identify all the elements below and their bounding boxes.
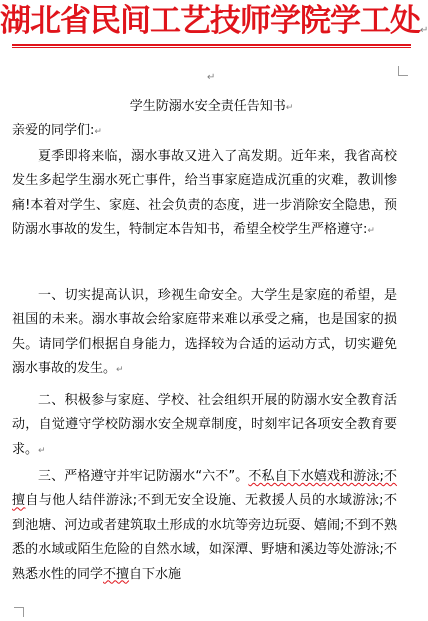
letterhead-rule-bottom bbox=[12, 47, 411, 48]
paragraph-mark-icon: ↵ bbox=[94, 127, 102, 137]
margin-corner-marker-icon bbox=[398, 66, 408, 76]
letterhead-rule-top bbox=[12, 44, 411, 46]
body-paragraph-3 bbox=[12, 389, 397, 463]
paragraph-text: 二、积极参与家庭、学校、社会组织开展的防溺水安全教育活动，自觉遵守学校防溺水安全规章制度，时刻牢记各项安全教育要求。 bbox=[12, 393, 397, 457]
greeting bbox=[12, 122, 102, 141]
paragraph-text: 自与他人结伴游泳;不到无安全设施、无救援人员的水域游泳;不到池塘、河边或者建筑取土形成的水坑等旁边玩耍、嬉闹;不到不熟悉的水域或陌生危险的自然水域，如深潭、野塘和溪边等处游泳;不熟悉水性的同学 bbox=[12, 493, 397, 582]
paragraph-mark-icon: ↵ bbox=[116, 365, 124, 376]
spellcheck-underlined-text: 不擅 bbox=[103, 566, 130, 582]
paragraph-text: 自下水施 bbox=[129, 566, 182, 582]
body-paragraph-4 bbox=[12, 465, 397, 587]
paragraph-mark-icon: ↵ bbox=[420, 25, 428, 36]
margin-corner-marker-icon bbox=[14, 607, 24, 617]
paragraph-mark-icon: ↵ bbox=[367, 226, 375, 237]
body-paragraph-2 bbox=[12, 284, 397, 383]
paragraph-text: 三、严格遵守并牢记防溺水“六不”。 bbox=[38, 469, 249, 484]
document-title bbox=[0, 98, 423, 117]
greeting-text: 亲爱的同学们: bbox=[12, 123, 95, 138]
document-title-text: 学生防溺水安全责任告知书 bbox=[129, 99, 286, 114]
org-title-text: 湖北省民间工艺技师学院学工处 bbox=[0, 3, 420, 39]
body-paragraph-1 bbox=[12, 145, 397, 244]
paragraph-mark-icon: ↵ bbox=[38, 445, 46, 456]
letterhead-title bbox=[0, 2, 428, 50]
paragraph-mark-icon: ↵ bbox=[285, 103, 294, 113]
paragraph-mark-icon: ↵ bbox=[207, 72, 216, 83]
paragraph-text: 一、切实提高认识，珍视生命安全。大学生是家庭的希望，是祖国的未来。溺水事故会给家庭带来难以承受之痛，也是国家的损失。请同学们根据自身能力，选择较为合适的运动方式，切实避免溺水事故的发生。 bbox=[12, 288, 397, 377]
paragraph-text: 夏季即将来临，溺水事故又进入了高发期。近年来，我省高校发生多起学生溺水死亡事件，给当事家庭造成沉重的灾难，教训惨痛!本着对学生、家庭、社会负责的态度，进一步消除安全隐患，预防溺水事故的发生，特制定本告知书，希望全校学生严格遵守: bbox=[12, 149, 397, 238]
spellcheck-underlined-text: 不私自下水嬉戏和游泳;不擅 bbox=[12, 469, 397, 509]
